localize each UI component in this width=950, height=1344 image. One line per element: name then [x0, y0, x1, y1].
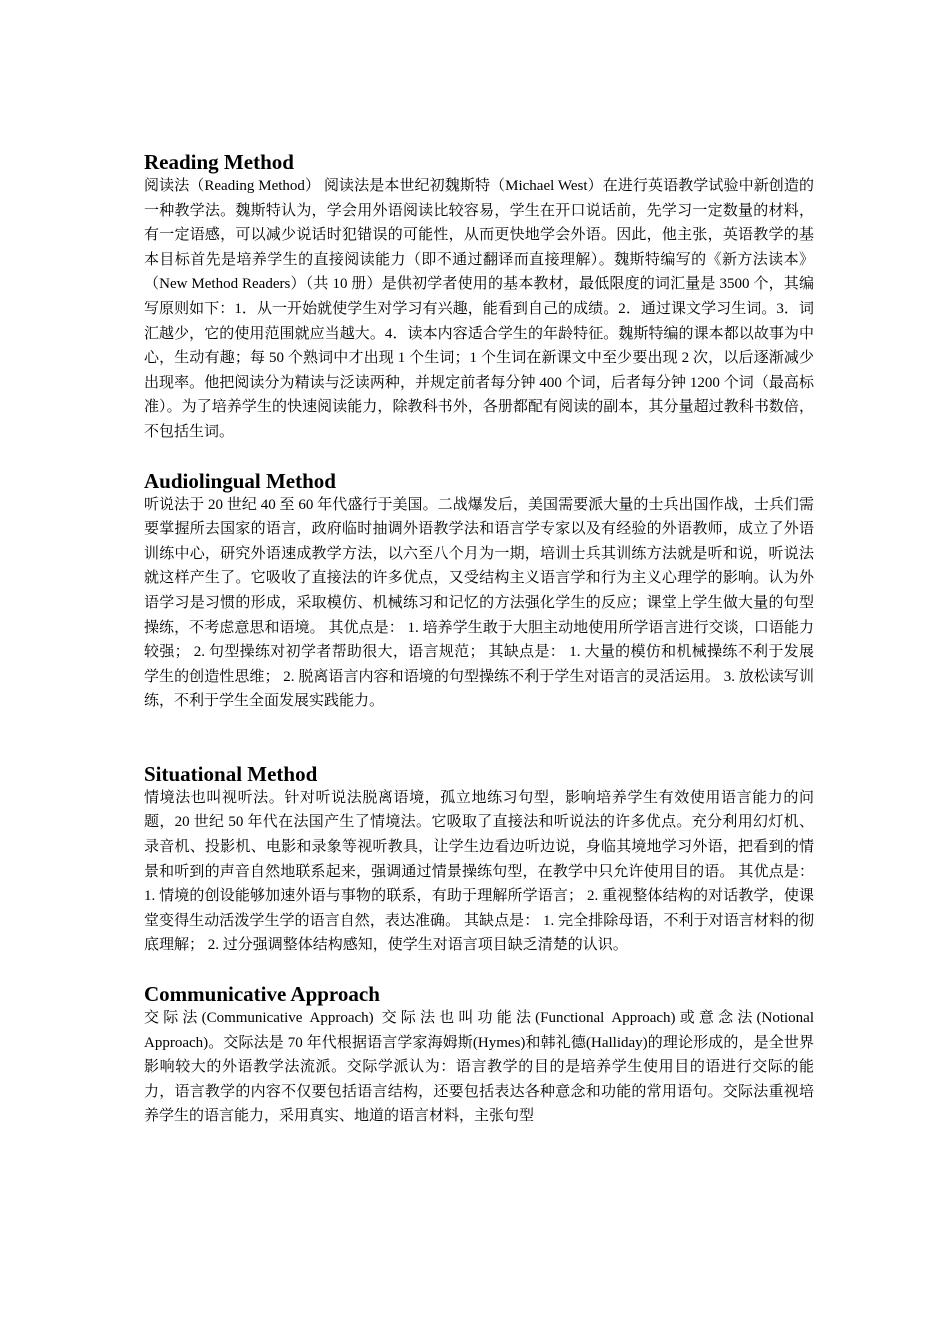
section-heading: Audiolingual Method	[144, 468, 336, 493]
section-communicative-approach	[144, 982, 814, 1129]
section-body: 听说法于 20 世纪 40 至 60 年代盛行于美国。二战爆发后，美国需要派大量的士兵出国作战，士兵们需要掌握所去国家的语言，政府临时抽调外语教学法和语言学专家以及有经验的外语教师，成立了外语训练中心，研究外语速成教学方法，以六至八个月为一期，培训士兵其训练方法就是听和说，听说法就这样产生了。它吸收了直接法的许多优点，又受结构主义语言学和行为主义心理学的影响。认为外语学习是习惯的形成，采取模仿、机械练习和记忆的方法强化学生的反应；课堂上学生做大量的句型操练，不考虑意思和语境。 其优点是： 1. 培养学生敢于大胆主动地使用所学语言进行交谈，口语能力较强； 2. 句型操练对初学者帮助很大，语言规范； 其缺点是： 1. 大量的模仿和机械操练不利于发展学生的创造性思维； 2. 脱离语言内容和语境的句型操练不利于学生对语言的灵活运用。 3. 放松读写训练，不利于学生全面发展实践能力。	[144, 496, 814, 710]
section-body: 交际法(Communicative Approach) 交际法也叫功能法(Functional Approach)或意念法(Notional Approach)。交际法是 70 年代根据语言学家海姆斯(Hymes)和韩礼德(Halliday)的理论形成的，是全世界影响较大的外语教学法流派。交际学派认为：语言教学的目的是培养学生使用目的语进行交际的能力，语言教学的内容不仅要包括语言结构，还要包括表达各种意念和功能的常用语句。交际法重视培养学生的语言能力，采用真实、地道的语言材料，主张句型	[144, 1010, 814, 1125]
section-audiolingual-method	[144, 469, 814, 714]
section-heading: Situational Method	[144, 761, 318, 786]
section-situational-method	[144, 762, 814, 958]
section-heading: Reading Method	[144, 150, 294, 174]
section-reading-method	[144, 150, 814, 445]
section-body: 情境法也叫视听法。针对听说法脱离语境，孤立地练习句型，影响培养学生有效使用语言能力的问题，20 世纪 50 年代在法国产生了情境法。它吸取了直接法和听说法的许多优点。充分利用幻灯机、录音机、投影机、电影和录象等视听教具，让学生边看边听边说，身临其境地学习外语，把看到的情景和听到的声音自然地联系起来，强调通过情景操练句型，在教学中只允许使用目的语。 其优点是： 1. 情境的创设能够加速外语与事物的联系，有助于理解所学语言； 2. 重视整体结构的对话教学，使课堂变得生动活泼学生学的语言自然，表达准确。 其缺点是： 1. 完全排除母语，不利于对语言材料的彻底理解； 2. 过分强调整体结构感知，使学生对语言项目缺乏清楚的认识。	[144, 789, 814, 954]
document-page	[144, 150, 814, 1129]
section-heading: Communicative Approach	[144, 982, 380, 1007]
section-body: 阅读法（Reading Method） 阅读法是本世纪初魏斯特（Michael West）在进行英语教学试验中新创造的一种教学法。魏斯特认为，学会用外语阅读比较容易，学生在开口说话前，先学习一定数量的材料，有一定语感，可以减少说话时犯错误的可能性，从而更快地学会外语。因此，他主张，英语教学的基本目标首先是培养学生的直接阅读能力（即不通过翻译而直接理解）。魏斯特编写的《新方法读本》（New Method Readers）（共 10 册）是供初学者使用的基本教材，最低限度的词汇量是 3500 个，其编写原则如下：1．从一开始就使学生对学习有兴趣，能看到自己的成绩。2．通过课文学习生词。3．词汇越少，它的使用范围就应当越大。4．读本内容适合学生的年龄特征。魏斯特编的课本都以故事为中心，生动有趣；每 50 个熟词中才出现 1 个生词；1 个生词在新课文中至少要出现 2 次，以后逐渐减少出现率。他把阅读分为精读与泛读两种，并规定前者每分钟 400 个词，后者每分钟 1200 个词（最高标准）。为了培养学生的快速阅读能力，除教科书外，各册都配有阅读的副本，其分量超过教科书数倍，不包括生词。	[144, 178, 814, 440]
